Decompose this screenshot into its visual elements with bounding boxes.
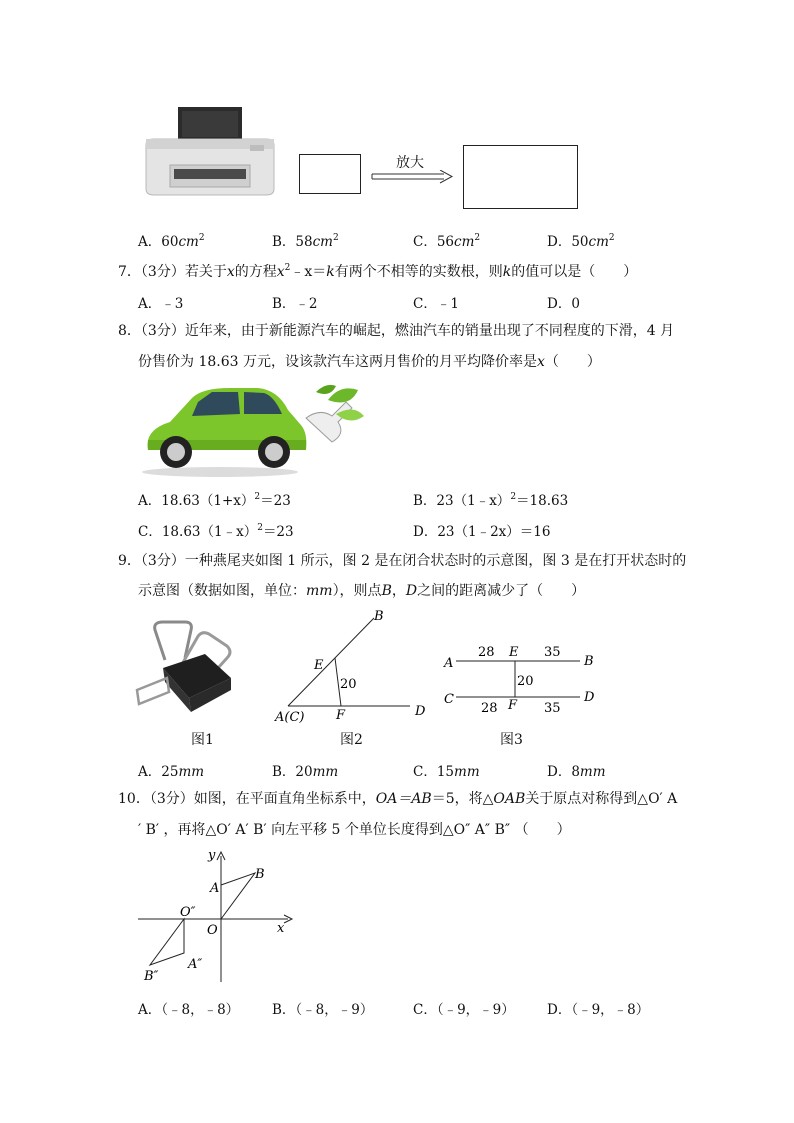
q10-stem-line2: ′ B′ ，再将△O′ A′ B′ 向左平移 5 个单位长度得到△O″ A″ B″ （ ） <box>138 822 571 838</box>
q10-option-a[interactable]: A．（﹣8，﹣8） <box>138 1002 240 1018</box>
q9-option-b[interactable]: B．20mm <box>272 764 339 780</box>
q10-coordinate-graph <box>138 848 298 988</box>
q6-option-d[interactable]: D．$50cm^2$ <box>547 233 615 250</box>
graph-label-y: y <box>208 848 216 863</box>
q6-option-b[interactable]: B．$58cm^2$ <box>272 233 339 250</box>
q9-stem-line2: 示意图（数据如图，单位：mm），则点B，D之间的距离减少了（ ） <box>138 583 586 599</box>
q10-option-b[interactable]: B．（﹣8，﹣9） <box>272 1002 374 1018</box>
fig3-label-f: F <box>508 698 518 713</box>
graph-label-o: O <box>207 923 218 938</box>
fig3-label-28-bottom: 28 <box>481 701 498 716</box>
fig3-label-a: A <box>444 656 454 671</box>
fig2-label-ac: A(C) <box>275 710 305 725</box>
fig3-label-35-top: 35 <box>544 645 561 660</box>
q10-option-c[interactable]: C．（﹣9，﹣9） <box>413 1002 515 1018</box>
q9-option-a[interactable]: A．25mm <box>138 764 205 780</box>
fig2-caption: 图2 <box>340 732 363 748</box>
graph-label-a: A <box>210 881 220 896</box>
fig3-label-35-bottom: 35 <box>544 701 561 716</box>
fig2-label-b: B <box>374 609 384 624</box>
fig3-label-20: 20 <box>517 674 534 689</box>
fig3-open-diagram <box>440 640 605 718</box>
graph-label-b2: B″ <box>144 969 159 984</box>
q9-option-d[interactable]: D．8mm <box>547 764 606 780</box>
q7-option-c[interactable]: C．﹣1 <box>413 296 459 312</box>
fig3-label-d: D <box>584 690 595 705</box>
fig3-label-c: C <box>444 692 454 707</box>
q8-option-a[interactable]: A．$18.63(1+x)^2=23$ <box>138 492 291 509</box>
fig2-closed-diagram <box>270 606 435 726</box>
graph-label-a2: A″ <box>188 957 203 972</box>
fig3-label-b: B <box>584 654 594 669</box>
q8-stem-line1: 8．（3分）近年来，由于新能源汽车的崛起，燃油汽车的销量出现了不同程度的下滑，4 月 <box>118 323 675 339</box>
fig1-caption: 图1 <box>191 732 214 748</box>
fig2-label-e: E <box>314 658 324 673</box>
original-rectangle <box>299 154 361 194</box>
green-car-image <box>140 380 365 480</box>
q7-option-d[interactable]: D．0 <box>547 296 580 312</box>
enlarge-label: 放大 <box>396 155 424 171</box>
fig3-label-28-top: 28 <box>478 645 495 660</box>
q7-option-a[interactable]: A．﹣3 <box>138 296 184 312</box>
q6-option-c[interactable]: C．$56cm^2$ <box>413 233 481 250</box>
fig2-label-f: F <box>336 708 346 723</box>
q6-option-a[interactable]: A．$60cm^2$ <box>138 233 205 250</box>
q9-stem-line1: 9．（3分）一种燕尾夹如图 1 所示，图 2 是在闭合状态时的示意图，图 3 是在打开状态时的 <box>118 553 687 569</box>
q8-option-c[interactable]: C．18.63（1﹣x）$^2$＝23 <box>138 523 294 540</box>
enlarge-arrow <box>370 170 454 184</box>
fig3-label-e: E <box>509 645 519 660</box>
binder-clip-image <box>135 618 240 718</box>
fig3-caption: 图3 <box>500 732 523 748</box>
fig2-label-d: D <box>415 704 426 719</box>
graph-label-x: x <box>277 921 285 936</box>
fig2-label-20: 20 <box>340 677 357 692</box>
q10-option-d[interactable]: D．（﹣9，﹣8） <box>547 1002 650 1018</box>
q10-stem-line1: 10．（3分）如图，在平面直角坐标系中，OA＝AB＝5，将△OAB关于原点对称得到△O′ A <box>118 791 678 807</box>
q7-option-b[interactable]: B．﹣2 <box>272 296 318 312</box>
enlarged-rectangle <box>463 145 578 209</box>
graph-label-b: B <box>255 867 265 882</box>
printer-image <box>140 105 280 200</box>
q8-option-b[interactable]: B．23（1﹣x）$^2$＝18.63 <box>413 492 569 509</box>
q9-option-c[interactable]: C．15mm <box>413 764 480 780</box>
graph-label-o2: O″ <box>180 905 196 920</box>
q7-stem: 7．（3分）若关于x的方程$x^2﹣x=k$有两个不相等的实数根，则k的值可以是（ ） <box>118 263 638 280</box>
q8-stem-line2: 份售价为 18.63 万元，设该款汽车这两月售价的月平均降价率是x（ ） <box>138 354 601 370</box>
q8-option-d[interactable]: D．23（1﹣2x）＝16 <box>413 524 551 540</box>
